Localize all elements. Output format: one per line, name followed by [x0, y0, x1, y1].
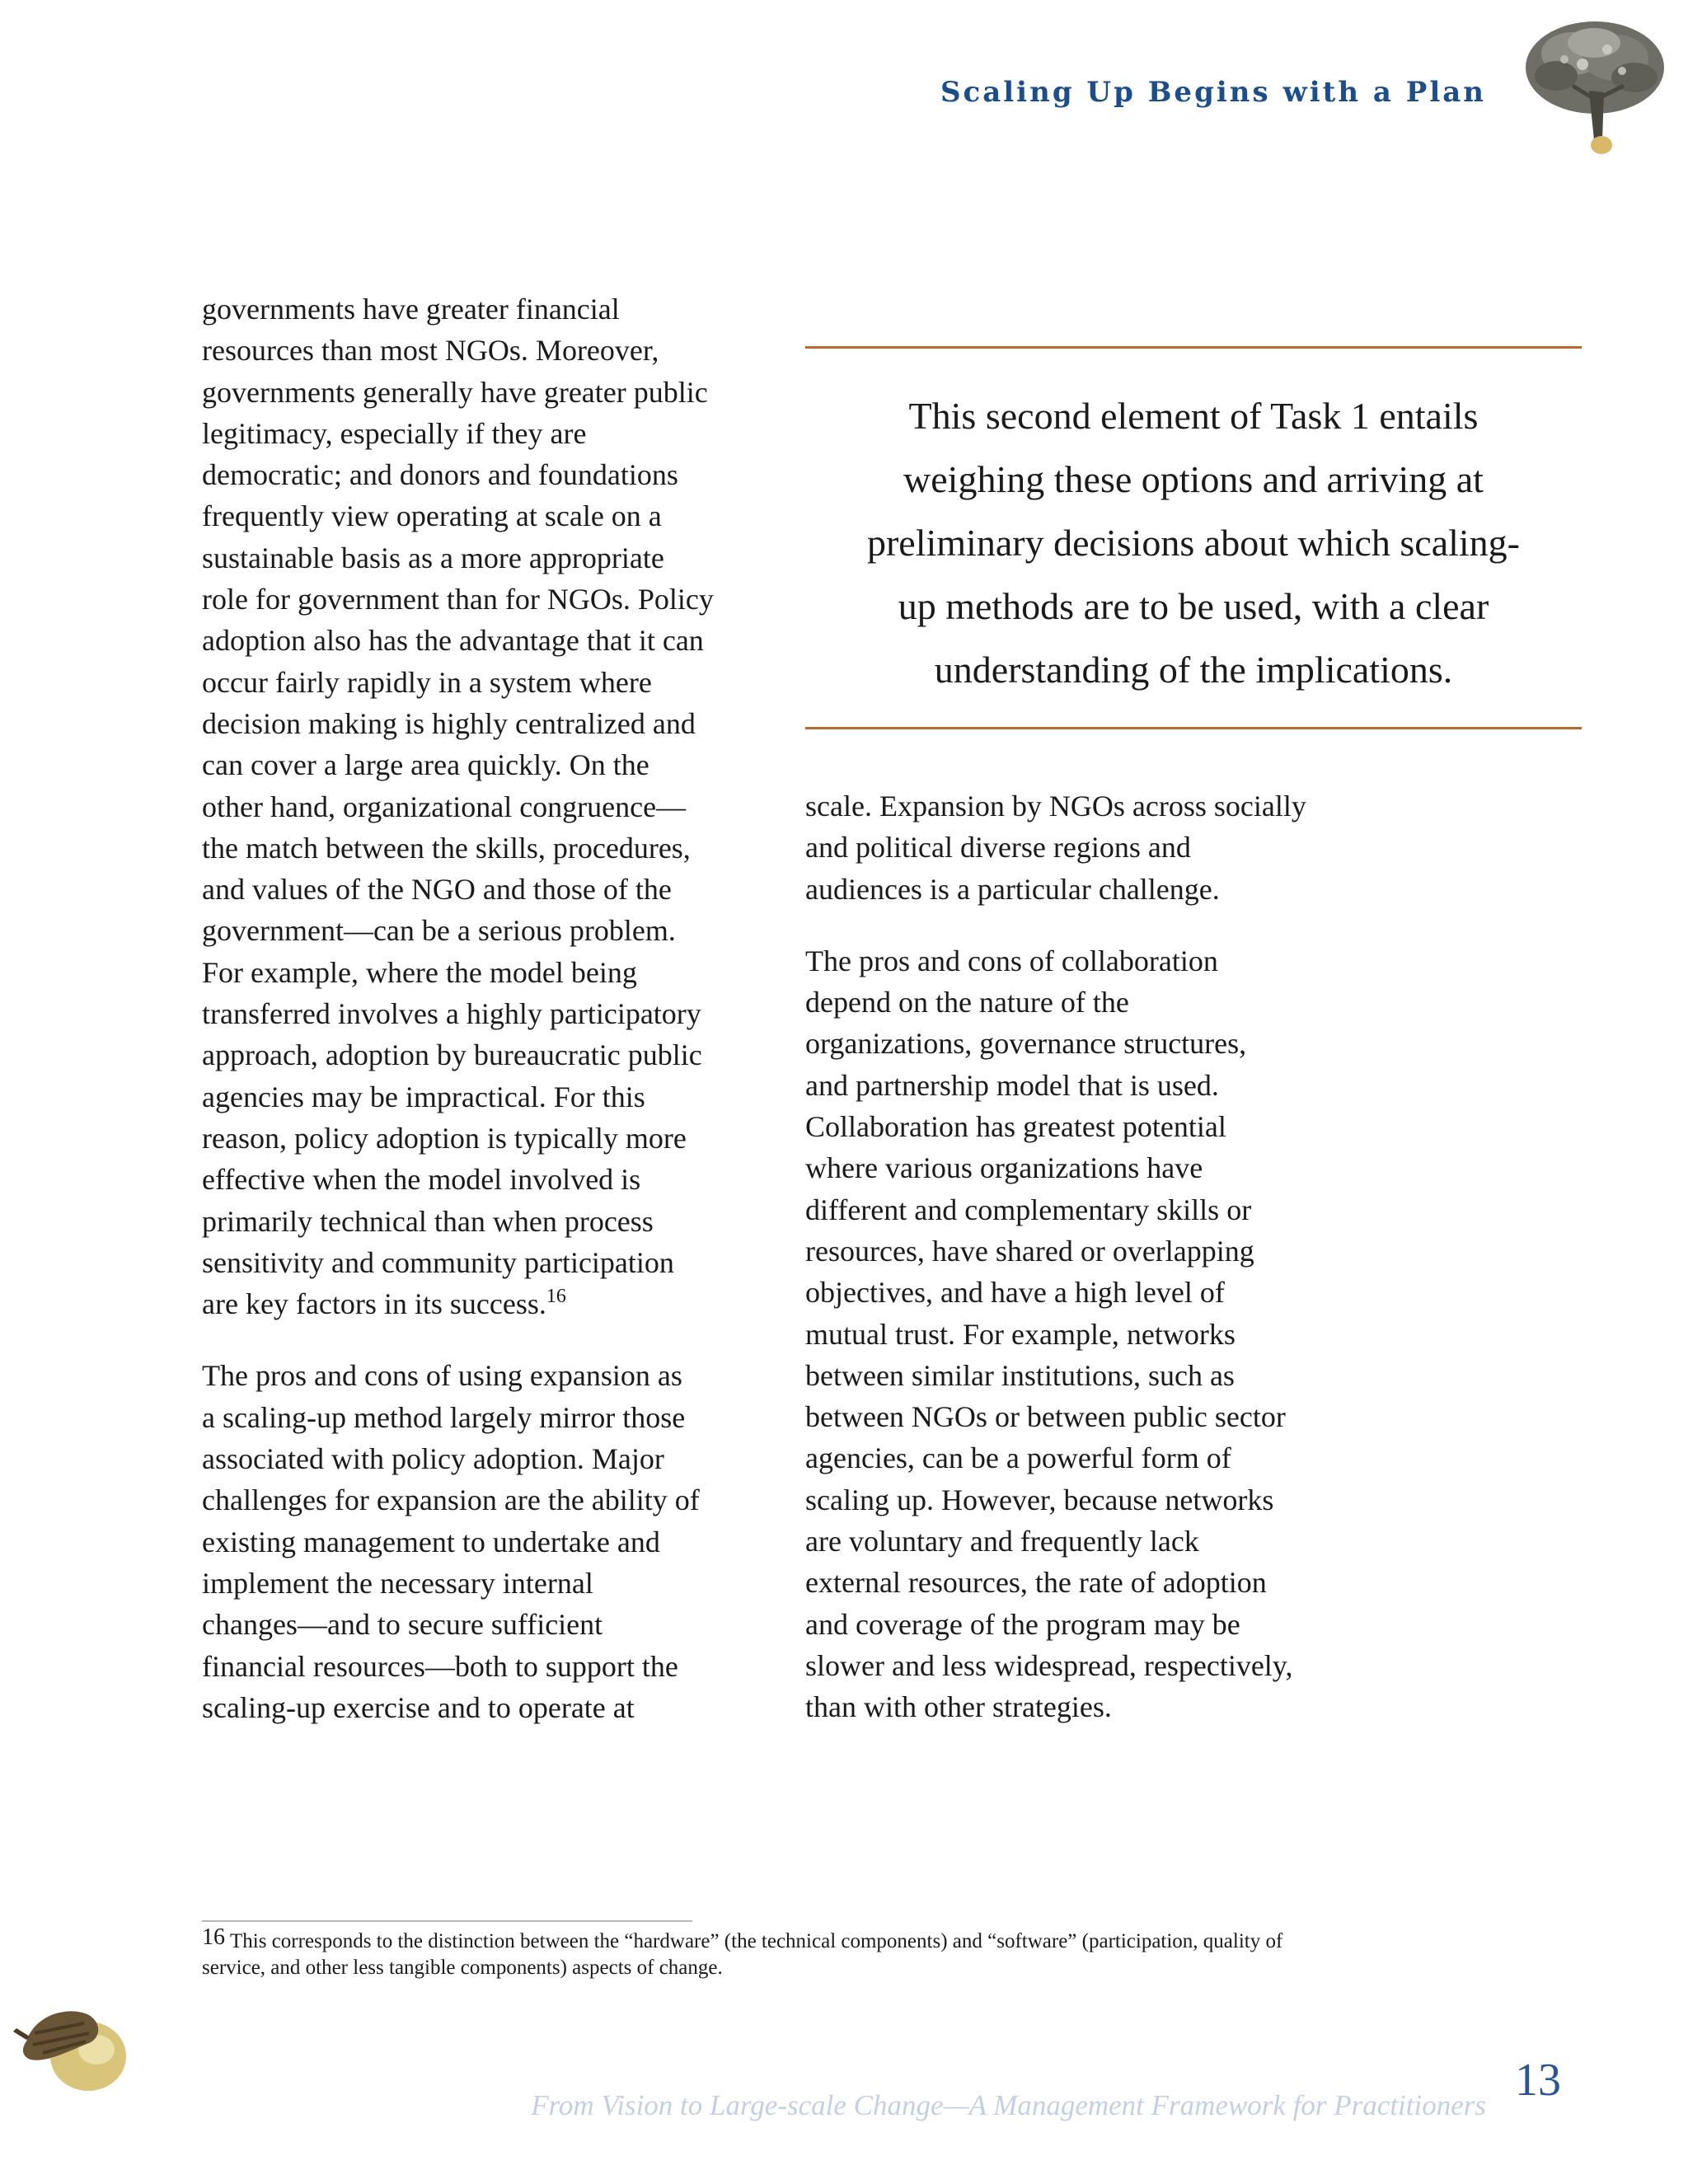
right-column [805, 785, 1432, 1759]
text-line: existing management to undertake and [202, 1525, 660, 1558]
text-line: primarily technical than when process [202, 1204, 654, 1238]
text-line: resources than most NGOs. Moreover, [202, 334, 659, 368]
text-line: democratic; and donors and foundations [202, 458, 678, 492]
text-line: governments have greater financial [202, 293, 620, 326]
footnote-line: service, and other less tangible components) aspects of change. [202, 1957, 723, 1979]
footnote-divider [202, 1920, 692, 1922]
text-line: audiences is a particular challenge. [805, 872, 1220, 906]
oak-tree-icon [1523, 16, 1667, 161]
text-line: effective when the model involved is [202, 1163, 641, 1197]
text-line: decision making is highly centralized and [202, 706, 696, 740]
text-line: government—can be a serious problem. [202, 914, 676, 948]
footnote-number: 16 [202, 1924, 225, 1950]
text-line: approach, adoption by bureaucratic public [202, 1038, 702, 1072]
acorn-icon [10, 1990, 134, 2097]
paragraph-expansion-continued [805, 785, 1432, 910]
text-line: agencies, can be a powerful form of [805, 1441, 1231, 1475]
text-line: challenges for expansion are the ability of [202, 1483, 700, 1517]
text-line: transferred involves a highly participatory [202, 997, 701, 1031]
text-line: other hand, organizational congruence— [202, 790, 687, 823]
text-line: resources, have shared or overlapping [805, 1234, 1254, 1268]
text-line: organizations, governance structures, [805, 1027, 1247, 1061]
text-line: reason, policy adoption is typically more [202, 1121, 687, 1155]
footnote [202, 1924, 1521, 1981]
paragraph-collaboration [805, 940, 1432, 1728]
text-line: adoption also has the advantage that it can [202, 624, 704, 658]
running-header-title: Scaling Up Begins with a Plan [940, 76, 1486, 109]
text-line: governments generally have greater public [202, 375, 708, 409]
text-line: role for government than for NGOs. Policy [202, 583, 714, 616]
text-line: and political diverse regions and [805, 831, 1191, 865]
pull-quote-text [805, 384, 1582, 701]
text-line: a scaling-up method largely mirror those [202, 1400, 686, 1434]
text-line: Collaboration has greatest potential [805, 1110, 1226, 1144]
text-line: scale. Expansion by NGOs across socially [805, 790, 1306, 823]
text-line: depend on the nature of the [805, 986, 1129, 1019]
footer-book-title: From Vision to Large-scale Change—A Management Framework for Practitioners [531, 2089, 1486, 2121]
footnote-line [202, 1924, 1521, 1955]
text-line-content: are key factors in its success. [202, 1287, 546, 1321]
text-line: between similar institutions, such as [805, 1358, 1235, 1392]
pull-quote-line: This second element of Task 1 entails [908, 395, 1479, 437]
text-line: implement the necessary internal [202, 1566, 593, 1600]
text-line: than with other strategies. [805, 1690, 1112, 1724]
text-line: scaling-up exercise and to operate at [202, 1690, 635, 1724]
pull-quote-line: understanding of the implications. [934, 649, 1453, 691]
paragraph-policy-adoption [202, 288, 779, 1324]
text-line: where various organizations have [805, 1151, 1203, 1185]
text-line: sensitivity and community participation [202, 1245, 674, 1279]
text-line: agencies may be impractical. For this [202, 1080, 645, 1113]
text-line: changes—and to secure sufficient [202, 1608, 603, 1642]
text-line: and coverage of the program may be [805, 1607, 1240, 1641]
text-line: financial resources—both to support the [202, 1649, 678, 1683]
pull-quote-line: weighing these options and arriving at [903, 458, 1484, 500]
text-line: associated with policy adoption. Major [202, 1442, 664, 1476]
text-line: are voluntary and frequently lack [805, 1525, 1199, 1558]
text-line: The pros and cons of using expansion as [202, 1359, 682, 1393]
text-line: objectives, and have a high level of [805, 1276, 1225, 1310]
text-line: can cover a large area quickly. On the [202, 748, 649, 782]
paragraph-expansion [202, 1355, 779, 1728]
text-line: occur fairly rapidly in a system where [202, 665, 652, 699]
pull-quote [805, 346, 1582, 729]
text-line: frequently view operating at scale on a [202, 499, 662, 533]
text-line: between NGOs or between public sector [805, 1400, 1286, 1434]
page-number: 13 [1515, 2055, 1561, 2106]
text-line: slower and less widespread, respectively, [805, 1648, 1293, 1682]
text-line: For example, where the model being [202, 955, 637, 989]
text-line: the match between the skills, procedures, [202, 831, 691, 865]
pull-quote-bottom-rule [805, 727, 1582, 729]
text-line: external resources, the rate of adoption [805, 1566, 1267, 1600]
pull-quote-line: up methods are to be used, with a clear [898, 585, 1489, 627]
text-line [202, 1283, 779, 1324]
text-line: different and complementary skills or [805, 1193, 1252, 1226]
text-line: scaling up. However, because networks [805, 1483, 1274, 1516]
text-line: and values of the NGO and those of the [202, 873, 672, 907]
text-line: and partnership model that is used. [805, 1068, 1219, 1102]
footnote-text: This corresponds to the distinction between the “hardware” (the technical components) and “software” (participation, quality of [230, 1930, 1283, 1952]
footnote-reference: 16 [546, 1286, 566, 1308]
text-line: mutual trust. For example, networks [805, 1317, 1236, 1351]
pull-quote-top-rule [805, 346, 1582, 349]
text-line: sustainable basis as a more appropriate [202, 541, 664, 574]
left-column [202, 288, 779, 1759]
text-line: The pros and cons of collaboration [805, 944, 1218, 977]
pull-quote-line: preliminary decisions about which scaling- [866, 522, 1521, 564]
text-line: legitimacy, especially if they are [202, 416, 587, 450]
